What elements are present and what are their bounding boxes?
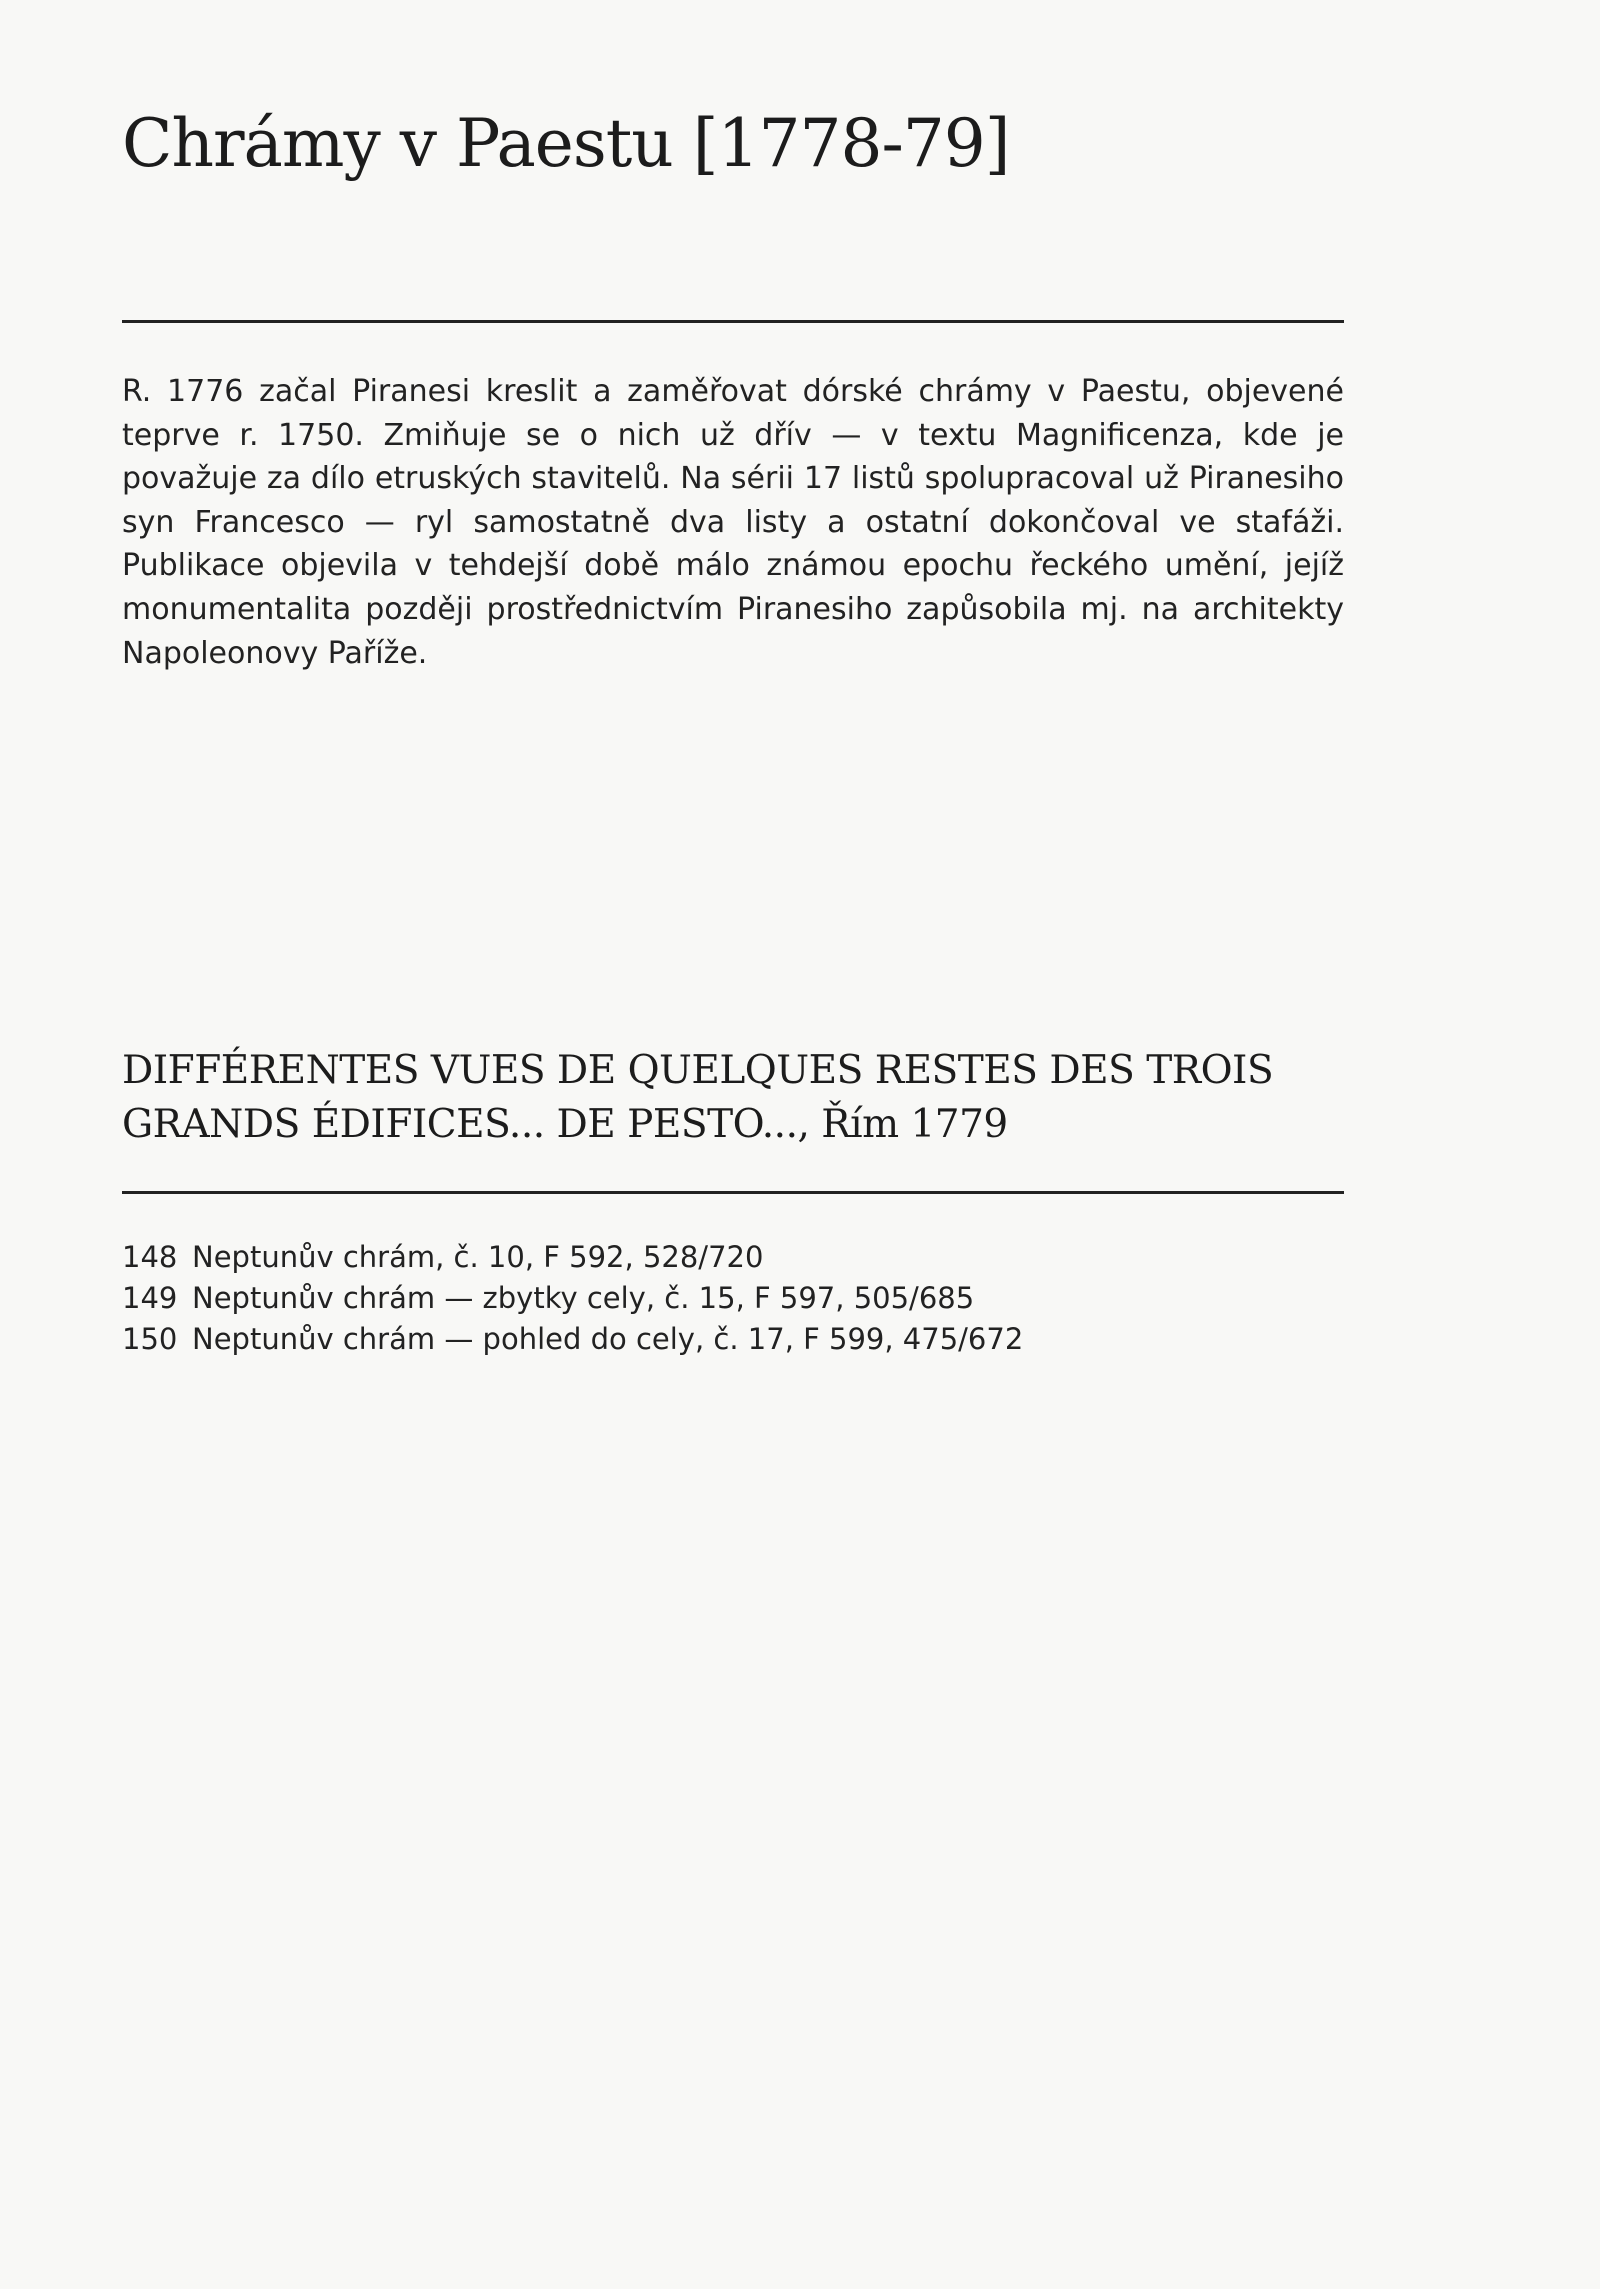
plate-number: 149 xyxy=(122,1281,178,1315)
publication-divider xyxy=(122,1191,1344,1194)
publication-title-line-2: GRANDS ÉDIFICES... DE PESTO..., Řím 1779 xyxy=(122,1102,1008,1147)
plate-description: Neptunův chrám — zbytky cely, č. 15, F 597, 505/685 xyxy=(192,1281,975,1315)
plate-item xyxy=(122,1237,1023,1278)
title-divider xyxy=(122,320,1344,323)
plate-list xyxy=(122,1237,1023,1360)
plate-item xyxy=(122,1319,1023,1360)
intro-paragraph: R. 1776 začal Piranesi kreslit a zaměřovat dórské chrámy v Paestu, objevené teprve r. 1750. Zmiňuje se o nich už dřív — v textu Magnificenza, kde je považuje za dílo etruských stavitelů. Na sérii 17 listů spolupracoval už Piranesiho syn Francesco — ryl samostatně dva listy a ostatní dokončoval ve stafáži. Publikace objevila v tehdejší době málo známou epochu řeckého umění, jejíž monumentalita později prostřednictvím Piranesiho zapůsobila mj. na architekty Napoleonovy Paříže. xyxy=(122,374,1344,671)
plate-number: 150 xyxy=(122,1322,178,1356)
plate-item xyxy=(122,1278,1023,1319)
plate-number: 148 xyxy=(122,1240,178,1274)
page-title: Chrámy v Paestu [1778-79] xyxy=(122,105,1010,182)
plate-description: Neptunův chrám — pohled do cely, č. 17, F 599, 475/672 xyxy=(192,1322,1024,1356)
plate-description: Neptunův chrám, č. 10, F 592, 528/720 xyxy=(192,1240,764,1274)
publication-title xyxy=(122,1044,1273,1152)
publication-title-line-1: DIFFÉRENTES VUES DE QUELQUES RESTES DES TROIS xyxy=(122,1048,1274,1093)
